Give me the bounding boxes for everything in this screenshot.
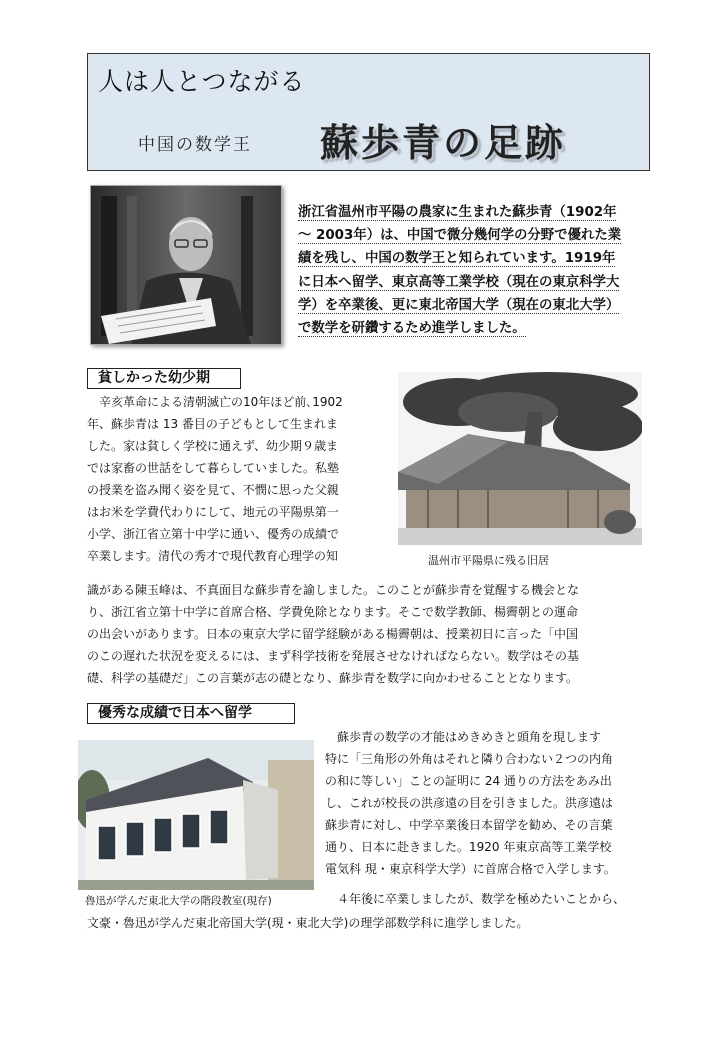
section1-text (87, 391, 387, 567)
section-heading-childhood: 貧しかった幼少期 (87, 368, 241, 389)
intro-text (298, 201, 658, 340)
text-line: し、これが校長の洪彦遠の目を引きました。洪彦遠は (325, 796, 614, 810)
intro-line: で数学を研鑽するため進学しました。 (298, 321, 526, 337)
text-line: 電気科 現・東京科学大学）に首席合格で入学します。 (325, 862, 616, 876)
title-line1: 人は人とつながる (98, 67, 306, 96)
section2-text (325, 726, 670, 880)
text-line: 小学、浙江省立第十中学に通い、優秀の成績で (87, 527, 340, 541)
section2-text-line8 (325, 888, 670, 910)
text-line: 蘇歩青の数学の才能はめきめきと頭角を現します (325, 730, 602, 744)
section-heading-study-abroad: 優秀な成績で日本へ留学 (87, 703, 295, 724)
old-house-caption: 温州市平陽県に残る旧居 (428, 554, 549, 567)
text-line: の授業を盗み聞く姿を見て、不憫に思った父親 (87, 483, 339, 497)
text-line: 蘇歩青に対し、中学卒業後日本留学を勧め、その言葉 (325, 818, 613, 832)
section2-text-continued (87, 912, 667, 934)
text-line: り、浙江省立第十中学に首席合格、学費免除となります。そこで数学教師、楊霽朝との運命 (87, 605, 579, 619)
text-line: 辛亥革命による清朝滅亡の10年ほど前､1902 (87, 395, 343, 409)
intro-line: 績を残し、中国の数学王と知られています。1919年 (298, 251, 616, 267)
text-line: の和に等しい」ことの証明に 24 通りの方法をあみ出 (325, 774, 612, 788)
intro-line: に日本へ留学、東京高等工業学校（現在の東京科学大 (298, 274, 620, 290)
lecture-hall-photo (78, 740, 314, 890)
intro-line: ～ 2003年）は、中国で微分幾何学の分野で優れた業 (298, 228, 622, 244)
text-line: 年、蘇歩青は 13 番目の子どもとして生まれま (87, 417, 338, 431)
text-line: のこの遅れた状況を変えるには、まず科学技術を発展させなければならない。数学はその基 (87, 649, 580, 663)
lecture-hall-caption: 魯迅が学んだ東北大学の階段教室(現存) (85, 895, 272, 907)
title-box (87, 53, 650, 171)
intro-line: 学）を卒業後、更に東北帝国大学（現在の東北大学） (298, 297, 620, 313)
text-line: では家畜の世話をして暮らしていました。私塾 (87, 461, 340, 475)
text-line: 通り、日本に赴きました。1920 年東京高等工業学校 (325, 840, 612, 854)
portrait-photo (90, 185, 282, 345)
text-line: 卒業します。清代の秀才で現代教育心理学の知 (87, 549, 339, 563)
intro-line: 浙江省温州市平陽の農家に生まれた蘇歩青（1902年 (298, 205, 617, 220)
section1-text-continued (87, 579, 667, 689)
text-line: ４年後に卒業しましたが、数学を極めたいことから、 (325, 892, 626, 906)
text-line: の出会いがあります。日本の東京大学に留学経験がある楊霽朝は、授業初日に言った「中国 (87, 627, 579, 641)
text-line: した。家は貧しく学校に通えず、幼少期９歳ま (87, 439, 339, 453)
page-title: 蘇歩青の足跡 (320, 121, 567, 165)
text-line: 特に「三角形の外角はそれと隣り合わない２つの内角 (325, 752, 614, 766)
text-line: 文豪・魯迅が学んだ東北帝国大学(現・東北大学)の理学部数学科に進学しました。 (87, 916, 529, 930)
text-line: 識がある陳玉峰は、不真面目な蘇歩青を諭しました。このことが蘇歩青を覚醒する機会とな (87, 583, 580, 597)
text-line: はお米を学費代わりにして、地元の平陽県第一 (87, 505, 339, 519)
text-line: 礎、科学の基礎だ」この言葉が志の礎となり、蘇歩青を数学に向かわせることとなります。 (87, 671, 579, 685)
title-subtitle: 中国の数学王 (138, 135, 252, 155)
old-house-photo (398, 372, 642, 545)
